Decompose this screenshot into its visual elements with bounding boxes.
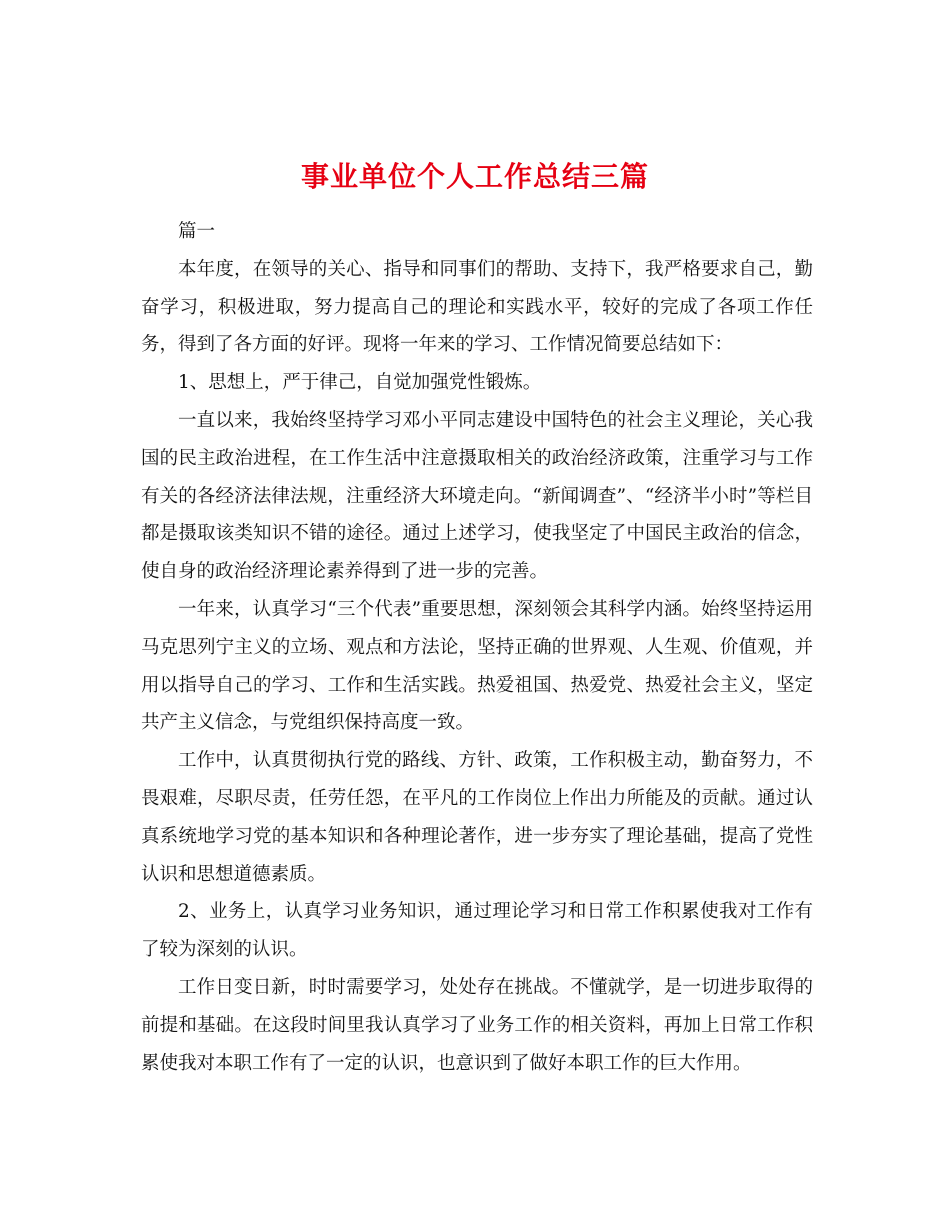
paragraph: 工作中，认真贯彻执行党的路线、方针、政策，工作积极主动，勤奋努力，不畏艰难，尽职尽责，任劳任怨，在平凡的工作岗位上作出力所能及的贡献。通过认真系统地学习党的基本知识和各种理论著作，进一步夯实了理论基础，提高了党性认识和思想道德素质。 (141, 750, 813, 885)
paragraph-intro: 本年度，在领导的关心、指导和同事们的帮助、支持下，我严格要求自己，勤奋学习，积极进取，努力提高自己的理论和实践水平，较好的完成了各项工作任务，得到了各方面的好评。现将一年来的学习、工作情况简要总结如下： (141, 258, 813, 356)
paragraph: 工作日变日新，时时需要学习，处处存在挑战。不懂就学，是一切进步取得的前提和基础。在这段时间里我认真学习了业务工作的相关资料，再加上日常工作积累使我对本职工作有了一定的认识，也意识到了做好本职工作的巨大作用。 (141, 976, 813, 1074)
paragraph-point-1: 1、思想上，严于律己，自觉加强党性锻炼。 (178, 372, 542, 394)
document-body (141, 213, 813, 1082)
document-title: 事业单位个人工作总结三篇 (300, 159, 649, 193)
section-heading: 篇一 (178, 221, 216, 242)
paragraph-point-2: 2、业务上，认真学习业务知识，通过理论学习和日常工作积累使我对工作有了较为深刻的认识。 (141, 901, 813, 961)
paragraph: 一年来，认真学习“三个代表”重要思想，深刻领会其科学内涵。始终坚持运用马克思列宁主义的立场、观点和方法论，坚持正确的世界观、人生观、价值观，并用以指导自己的学习、工作和生活实践。热爱祖国、热爱党、热爱社会主义，坚定共产主义信念，与党组织保持高度一致。 (141, 598, 813, 734)
paragraph: 一直以来，我始终坚持学习邓小平同志建设中国特色的社会主义理论，关心我国的民主政治进程，在工作生活中注意摄取相关的政治经济政策，注重学习与工作有关的各经济法律法规，注重经济大环境走向。“新闻调查”、“经济半小时”等栏目都是摄取该类知识不错的途径。通过上述学习，使我坚定了中国民主政治的信念，使自身的政治经济理论素养得到了进一步的完善。 (141, 409, 813, 583)
